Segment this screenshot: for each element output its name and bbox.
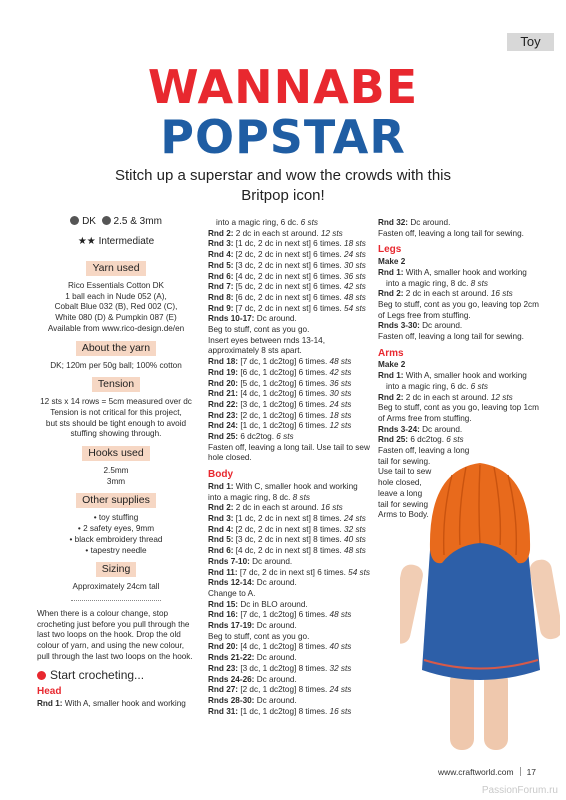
- pattern-round: Rnd 16: [7 dc, 1 dc2tog] 6 times. 48 sts: [208, 610, 352, 620]
- body-instructions: [208, 481, 371, 717]
- pattern-round: Change to A.: [208, 588, 256, 598]
- tension-heading: Tension: [92, 377, 140, 392]
- head-body-column: [208, 218, 371, 717]
- pattern-round: Beg to stuff, cont as you go, leaving top 1cm: [378, 403, 539, 413]
- text-line: Approximately 24cm tall: [72, 582, 160, 592]
- pattern-round: into a magic ring, 8 dc. 8 sts: [208, 492, 310, 502]
- text-line: Tension is not critical for this project,: [50, 407, 182, 417]
- page-footer: [438, 767, 536, 777]
- pattern-round: Rnd 6: [4 dc, 2 dc in next st] 8 times. 48 sts: [208, 546, 366, 556]
- text-line: 2.5mm: [103, 466, 129, 476]
- difficulty-label: Intermediate: [98, 236, 155, 247]
- yarn-ball-icon: [70, 216, 79, 225]
- pattern-round: of Legs free from stuffing.: [378, 310, 471, 320]
- pattern-round: Rnd 22: [3 dc, 1 dc2tog] 6 times. 24 sts: [208, 399, 352, 409]
- pattern-round: tail for sewing: [378, 499, 429, 509]
- yarn-weight: DK: [82, 216, 96, 227]
- pattern-round: Rnds 17-19: Dc around.: [208, 621, 297, 631]
- pattern-round: Rnds 10-17: Dc around.: [208, 314, 297, 324]
- arms-heading: Arms: [378, 347, 404, 359]
- pattern-round: Beg to stuff, cont as you go, leaving top 2cm: [378, 299, 539, 309]
- pattern-round: Rnds 12-14: Dc around.: [208, 578, 297, 588]
- body-finish-instructions: [378, 218, 538, 239]
- text-line: • toy stuffing: [93, 513, 139, 523]
- about-yarn-heading: About the yarn: [76, 341, 156, 356]
- text-line: • tapestry needle: [85, 545, 147, 555]
- hook-sizes: 2.5 & 3mm: [113, 216, 162, 227]
- pattern-round: Rnd 5: [3 dc, 2 dc in next st] 6 times. 30 sts: [208, 260, 366, 270]
- text-line: • 2 safety eyes, 9mm: [77, 524, 155, 534]
- text-line: White 080 (D) & Pumpkin 087 (E): [55, 313, 177, 323]
- pattern-round: Rnd 25: 6 dc2tog. 6 sts: [208, 432, 294, 442]
- legs-make: Make 2: [378, 257, 406, 267]
- yarn-used-heading: Yarn used: [86, 261, 145, 276]
- text-line: Rico Essentials Cotton DK: [67, 281, 164, 290]
- watermark: PassionForum.ru: [481, 785, 558, 796]
- body-heading: Body: [208, 469, 233, 481]
- pattern-round: Rnd 15: Dc in BLO around.: [208, 599, 308, 609]
- bullet-icon: [37, 671, 46, 680]
- pattern-round: into a magic ring, 8 dc. 8 sts: [386, 278, 488, 288]
- text-line: stuffing showing through.: [70, 429, 162, 439]
- title-line-1: WANNABE: [147, 60, 419, 114]
- pattern-round: Beg to stuff, cont as you go.: [208, 325, 310, 335]
- pattern-round: Rnds 3-24: Dc around.: [378, 424, 463, 434]
- pattern-round: Rnds 21-22: Dc around.: [208, 653, 297, 663]
- supplies-list: [37, 513, 195, 556]
- pattern-round: Rnd 18: [7 dc, 1 dc2tog] 6 times. 48 sts: [208, 357, 352, 367]
- pattern-round: Rnd 6: [4 dc, 2 dc in next st] 6 times. 36 sts: [208, 271, 366, 281]
- text-line: • black embroidery thread: [69, 534, 163, 544]
- pattern-round: Rnd 2: 2 dc in each st around. 16 sts: [378, 289, 513, 299]
- pattern-round: Rnd 1: With C, smaller hook and working: [208, 481, 358, 491]
- pattern-round: Rnd 5: [3 dc, 2 dc in next st] 8 times. 40 sts: [208, 535, 366, 545]
- text-line: Cobalt Blue 032 (B), Red 002 (C),: [54, 302, 178, 312]
- pattern-round: Rnd 2: 2 dc in each st around. 16 sts: [208, 503, 343, 513]
- pattern-round: Rnds 28-30: Dc around.: [208, 695, 297, 705]
- pattern-round: Rnd 19: [6 dc, 1 dc2tog] 6 times. 42 sts: [208, 367, 352, 377]
- sizing-text: [37, 582, 195, 593]
- pattern-round: Rnd 11: [7 dc, 2 dc in next st] 6 times. 54 sts: [208, 567, 371, 577]
- pattern-round: leave a long: [378, 488, 423, 498]
- pattern-round: Use tail to sew: [378, 467, 432, 477]
- doll-left-leg: [450, 670, 474, 750]
- pattern-round: Rnd 4: [2 dc, 2 dc in next st] 6 times. 24 sts: [208, 250, 366, 260]
- head-instructions: [208, 218, 370, 464]
- pattern-round: Rnd 2: 2 dc in each st around. 12 sts: [378, 392, 513, 402]
- materials-column: [37, 215, 195, 710]
- pattern-round: Rnd 9: [7 dc, 2 dc in next st] 6 times. 54 sts: [208, 303, 366, 313]
- text-line: but sts should be tight enough to avoid: [45, 418, 187, 428]
- tension-text: [37, 397, 195, 440]
- pattern-round: approximately 8 sts apart.: [208, 346, 302, 356]
- text-line: 1 ball each in Nude 052 (A),: [65, 291, 167, 301]
- pattern-round: Rnd 1: With A, smaller hook and working: [378, 267, 527, 277]
- pattern-round: into a magic ring, 6 dc. 6 sts: [216, 218, 318, 227]
- pattern-round: Rnd 23: [3 dc, 1 dc2tog] 8 times. 32 sts: [208, 663, 352, 673]
- text-line: 3mm: [106, 476, 126, 486]
- about-yarn-text: [37, 361, 195, 372]
- pattern-round: of Arms free from stuffing.: [378, 413, 472, 423]
- pattern-round: Fasten off, leaving a long: [378, 446, 470, 456]
- pattern-round: Rnd 25: 6 dc2tog. 6 sts: [378, 435, 464, 445]
- pattern-round: Rnd 23: [2 dc, 1 dc2tog] 6 times. 18 sts: [208, 410, 352, 420]
- pattern-round: Rnd 20: [5 dc, 1 dc2tog] 6 times. 36 sts: [208, 378, 352, 388]
- pattern-round: Rnd 4: [2 dc, 2 dc in next st] 8 times. 32 sts: [208, 524, 366, 534]
- difficulty-row: [37, 235, 195, 249]
- legs-instructions: [378, 268, 538, 343]
- pattern-round: Rnd 32: Dc around.: [378, 218, 451, 227]
- pattern-round: hole closed,: [378, 478, 422, 488]
- yarn-hook-row: [37, 215, 195, 229]
- text-line: Available from www.rico-design.de/en: [47, 323, 185, 333]
- pattern-round: Rnds 3-30: Dc around.: [378, 321, 463, 331]
- pattern-round: Rnds 7-10: Dc around.: [208, 556, 293, 566]
- category-tag: Toy: [507, 33, 554, 51]
- head-rnd-1: Rnd 1: With A, smaller hook and working: [37, 698, 186, 708]
- pattern-round: Rnd 3: [1 dc, 2 dc in next st] 8 times. 24 sts: [208, 513, 366, 523]
- pattern-round: Rnds 24-26: Dc around.: [208, 674, 297, 684]
- doll-left-arm: [400, 563, 425, 646]
- divider: [71, 599, 161, 601]
- pattern-round: Rnd 20: [4 dc, 1 dc2tog] 8 times. 40 sts: [208, 642, 352, 652]
- text-line: DK; 120m per 50g ball; 100% cotton: [50, 360, 182, 370]
- head-heading: Head: [37, 686, 62, 698]
- pattern-round: Rnd 24: [1 dc, 1 dc2tog] 6 times. 12 sts: [208, 421, 352, 431]
- legs-heading: Legs: [378, 244, 402, 256]
- pattern-round: Rnd 1: With A, smaller hook and working: [378, 371, 527, 381]
- pattern-round: tail for sewing.: [378, 456, 431, 466]
- pattern-round: Rnd 21: [4 dc, 1 dc2tog] 6 times. 30 sts: [208, 389, 352, 399]
- footer-site: www.craftworld.com: [438, 767, 514, 777]
- pattern-round: Rnd 8: [6 dc, 2 dc in next st] 6 times. 48 sts: [208, 292, 366, 302]
- pattern-round: Rnd 27: [2 dc, 1 dc2tog] 8 times. 24 sts: [208, 685, 352, 695]
- pattern-round: Rnd 31: [1 dc, 1 dc2tog] 8 times. 16 sts: [208, 706, 352, 716]
- colour-change-note: When there is a colour change, stop crocheting just before you pull through the last two loops on the hook. Drop the old colour of yarn, and using the new colour, pull through the last two loops on the hook.: [37, 608, 193, 661]
- start-crocheting: Start crocheting...: [37, 670, 195, 681]
- doll-illustration: [400, 455, 560, 755]
- page-number: 17: [526, 767, 537, 777]
- supplies-heading: Other supplies: [76, 493, 156, 508]
- pattern-round: hole closed.: [208, 453, 252, 463]
- pattern-round: Fasten off, leaving a long tail. Use tail to sew: [208, 442, 370, 452]
- pattern-round: Beg to stuff, cont as you go.: [208, 631, 310, 641]
- hooks-text: [37, 466, 195, 487]
- title-line-2: POPSTAR: [160, 110, 406, 164]
- arms-make: Make 2: [378, 360, 406, 370]
- pattern-round: Rnd 3: [1 dc, 2 dc in next st] 6 times. 18 sts: [208, 239, 366, 249]
- yarn-used-text: [37, 281, 195, 335]
- doll-right-leg: [484, 670, 508, 750]
- difficulty-stars: ★★: [77, 236, 96, 247]
- pattern-round: Rnd 7: [5 dc, 2 dc in next st] 6 times. 42 sts: [208, 282, 366, 292]
- pattern-round: Fasten off, leaving a long tail for sewing.: [378, 228, 524, 238]
- hooks-heading: Hooks used: [82, 446, 149, 461]
- pattern-round: Insert eyes between rnds 13-14,: [208, 335, 325, 345]
- sizing-heading: Sizing: [96, 562, 137, 577]
- pattern-round: into a magic ring, 6 dc. 6 sts: [386, 381, 488, 391]
- pattern-round: Fasten off, leaving a long tail for sewing.: [378, 332, 524, 342]
- text-line: 12 sts x 14 rows = 5cm measured over dc: [40, 397, 192, 407]
- pattern-round: Rnd 2: 2 dc in each st around. 12 sts: [208, 228, 343, 238]
- hook-icon: [102, 216, 111, 225]
- pattern-round: Arms to Body.: [378, 510, 429, 520]
- subtitle: Stitch up a superstar and wow the crowds with this Britpop icon!: [115, 167, 451, 204]
